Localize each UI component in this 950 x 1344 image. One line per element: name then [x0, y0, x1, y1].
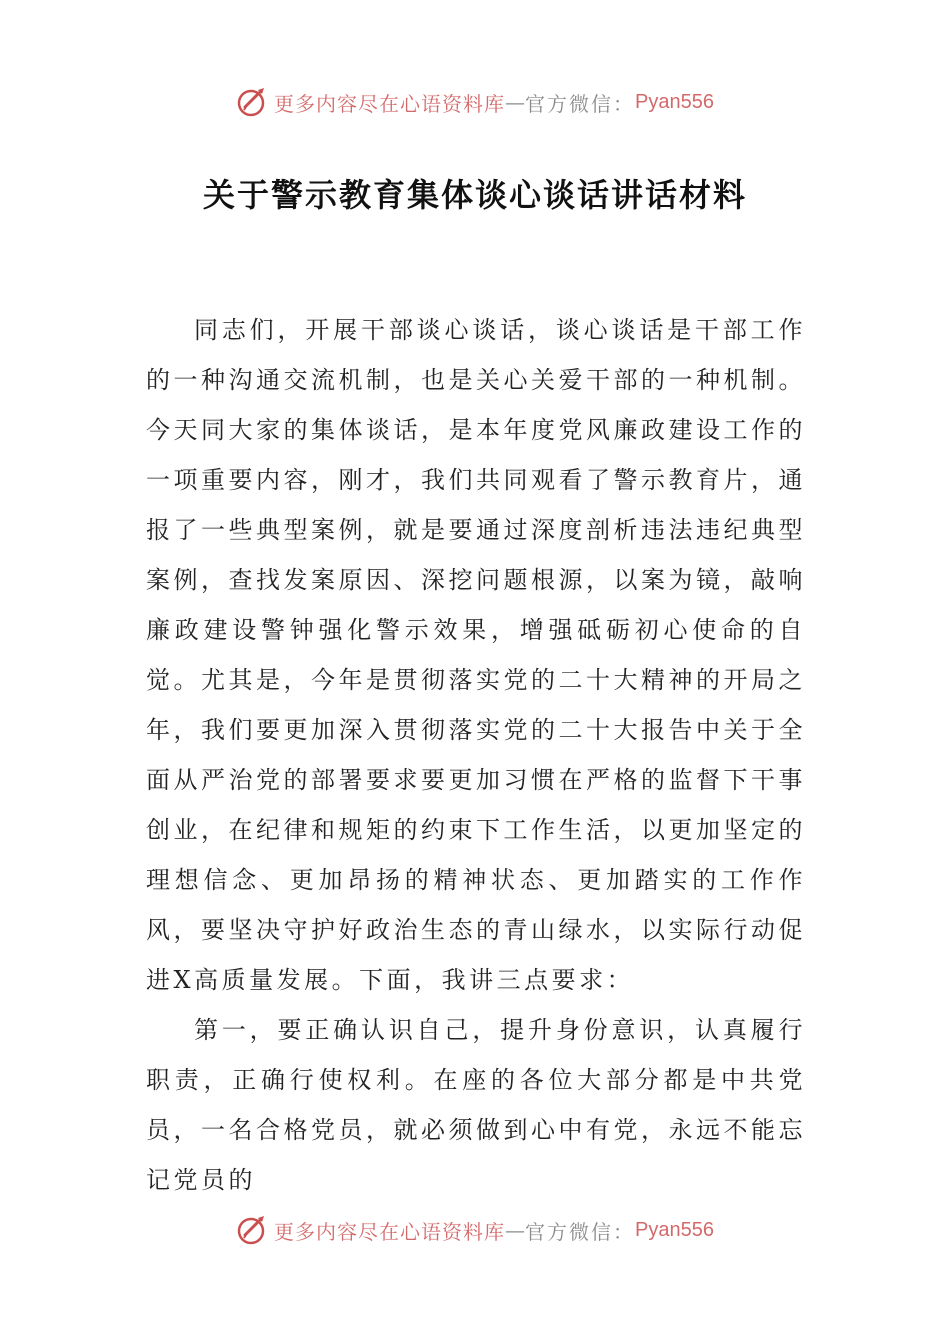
footer-banner [0, 1210, 950, 1250]
wechat-id: Pyan556 [635, 1218, 714, 1241]
wechat-label: 官方微信： [525, 91, 636, 116]
paragraph: 第一，要正确认识自己，提升身份意识，认真履行职责，正确行使权利。在座的各位大部分都是中共党员，一名合格党员，就必须做到心中有党，永远不能忘记党员的 [146, 1016, 806, 1194]
banner-text: 更多内容尽在心语资料库 [274, 1219, 506, 1244]
document-body [146, 305, 806, 1205]
pen-seal-icon [236, 1213, 270, 1247]
paragraph: 同志们，开展干部谈心谈话，谈心谈话是干部工作的一种沟通交流机制，也是关心关爱干部的一种机制。今天同大家的集体谈话，是本年度党风廉政建设工作的一项重要内容，刚才，我们共同观看了警示教育片，通报了一些典型案例，就是要通过深度剖析违法违纪典型案例，查找发案原因、深挖问题根源，以案为镜，敲响廉政建设警钟强化警示效果，增强砥砺初心使命的自觉。尤其是，今年是贯彻落实党的二十大精神的开局之年，我们要更加深入贯彻落实党的二十大报告中关于全面从严治党的部署要求要更加习惯在严格的监督下干事创业，在纪律和规矩的约束下工作生活，以更加坚定的理想信念、更加昂扬的精神状态、更加踏实的工作作风，要坚决守护好政治生态的青山绿水，以实际行动促进X高质量发展。下面，我讲三点要求： [146, 316, 806, 994]
header-banner [0, 82, 950, 122]
banner-text: 更多内容尽在心语资料库 [274, 91, 506, 116]
banner-separator: — [505, 1218, 526, 1242]
wechat-label: 官方微信： [525, 1219, 636, 1244]
pen-seal-icon [236, 85, 270, 119]
banner-separator: — [505, 90, 526, 114]
document-title: 关于警示教育集体谈心谈话讲话材料 [202, 176, 747, 214]
wechat-id: Pyan556 [635, 90, 714, 113]
